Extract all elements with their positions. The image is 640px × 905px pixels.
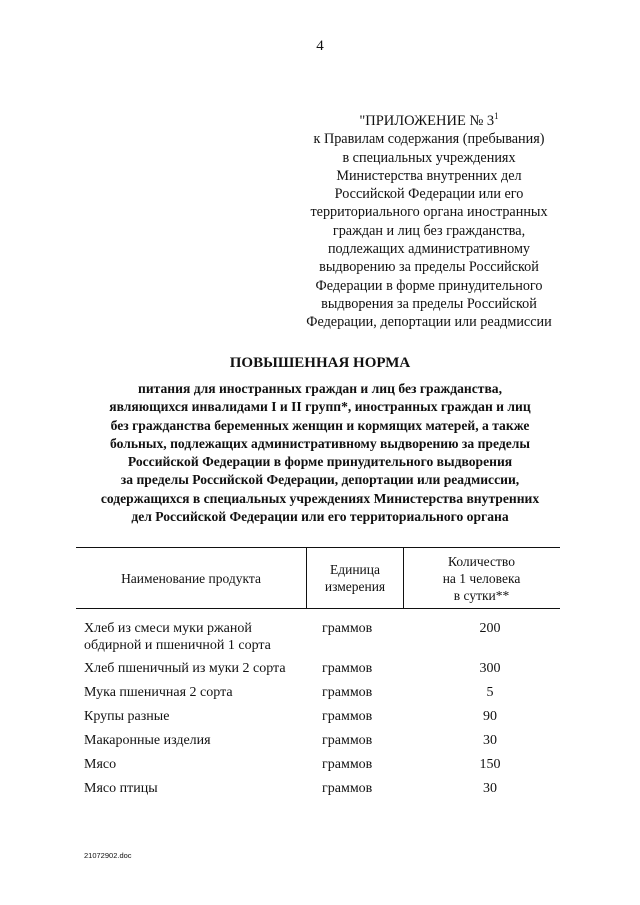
table-row	[0, 660, 640, 684]
product-unit: граммов	[322, 661, 373, 676]
table-row	[0, 756, 640, 780]
product-name: Хлеб пшеничный из муки 2 сорта	[84, 661, 286, 676]
appendix-line: Федерации в форме принудительного	[315, 277, 543, 294]
appendix-line: граждан и лиц без гражданства,	[332, 222, 526, 239]
product-name-line: обдирной и пшеничной 1 сорта	[84, 638, 271, 653]
product-quantity: 200	[479, 621, 501, 636]
header-unit-line: измерения	[324, 579, 386, 594]
appendix-line: в специальных учреждениях	[342, 149, 516, 166]
product-quantity: 30	[483, 781, 497, 796]
product-name: Макаронные изделия	[84, 733, 211, 748]
subtitle-line: являющихся инвалидами I и II групп*, иностранных граждан и лиц	[109, 399, 531, 415]
header-product-name: Наименование продукта	[121, 570, 261, 586]
table-header	[76, 547, 560, 609]
header-qty-line: на 1 человека	[442, 570, 521, 586]
table-row	[0, 732, 640, 756]
appendix-line: Российской Федерации или его	[334, 186, 524, 203]
product-name: Мука пшеничная 2 сорта	[84, 685, 233, 700]
product-unit: граммов	[322, 709, 373, 724]
appendix-line: Федерации, депортации или реадмиссии	[306, 314, 552, 331]
table-row	[0, 684, 640, 708]
product-quantity: 90	[483, 709, 497, 724]
product-unit: граммов	[322, 685, 373, 700]
header-qty-line: Количество	[448, 553, 515, 569]
appendix-line: Министерства внутренних дел	[336, 167, 522, 184]
appendix-line: выдворения за пределы Российской	[321, 295, 537, 312]
appendix-line: подлежащих административному	[327, 241, 531, 258]
product-name	[84, 620, 316, 654]
product-unit: граммов	[322, 781, 373, 796]
subtitle-line: больных, подлежащих административному выдворению за пределы	[110, 435, 530, 451]
table-row	[0, 780, 640, 804]
product-quantity: 5	[486, 685, 494, 700]
header-qty-line: в сутки**	[453, 587, 510, 603]
header-quantity	[403, 548, 560, 608]
document-title: ПОВЫШЕННАЯ НОРМА	[229, 355, 411, 371]
appendix-line: территориального органа иностранных	[310, 204, 548, 221]
product-unit: граммов	[322, 757, 373, 772]
appendix-line: выдворению за пределы Российской	[319, 259, 539, 276]
table-row	[0, 620, 640, 660]
appendix-title	[300, 112, 558, 130]
header-unit	[306, 548, 404, 608]
product-quantity: 300	[479, 661, 501, 676]
document-subtitle	[60, 380, 580, 526]
appendix-line: к Правилам содержания (пребывания)	[313, 131, 545, 148]
subtitle-line: Российской Федерации в форме принудительного выдворения	[127, 454, 513, 470]
product-name: Мясо птицы	[84, 781, 158, 796]
product-unit: граммов	[322, 733, 373, 748]
product-quantity: 30	[483, 733, 497, 748]
product-name: Мясо	[84, 757, 117, 772]
product-name: Крупы разные	[84, 709, 170, 724]
header-unit-line: Единица	[329, 562, 380, 577]
appendix-title-superscript: 1	[494, 111, 499, 122]
subtitle-line: без гражданства беременных женщин и кормящих матерей, а также	[110, 417, 530, 433]
product-unit: граммов	[322, 621, 373, 636]
subtitle-line: дел Российской Федерации или его территориального органа	[131, 509, 509, 525]
page-number: 4	[316, 38, 324, 54]
table-row	[0, 708, 640, 732]
file-name-footer: 21072902.doc	[84, 851, 132, 860]
product-name-line: Хлеб из смеси муки ржаной	[84, 621, 252, 636]
appendix-title-text: "ПРИЛОЖЕНИЕ № 3	[359, 113, 495, 129]
subtitle-line: содержащихся в специальных учреждениях Министерства внутренних	[100, 490, 540, 506]
product-quantity: 150	[479, 757, 501, 772]
subtitle-line: питания для иностранных граждан и лиц без гражданства,	[137, 381, 502, 396]
table-body	[0, 620, 640, 804]
subtitle-line: за пределы Российской Федерации, депортации или реадмиссии,	[120, 472, 520, 488]
appendix-block	[300, 112, 558, 332]
